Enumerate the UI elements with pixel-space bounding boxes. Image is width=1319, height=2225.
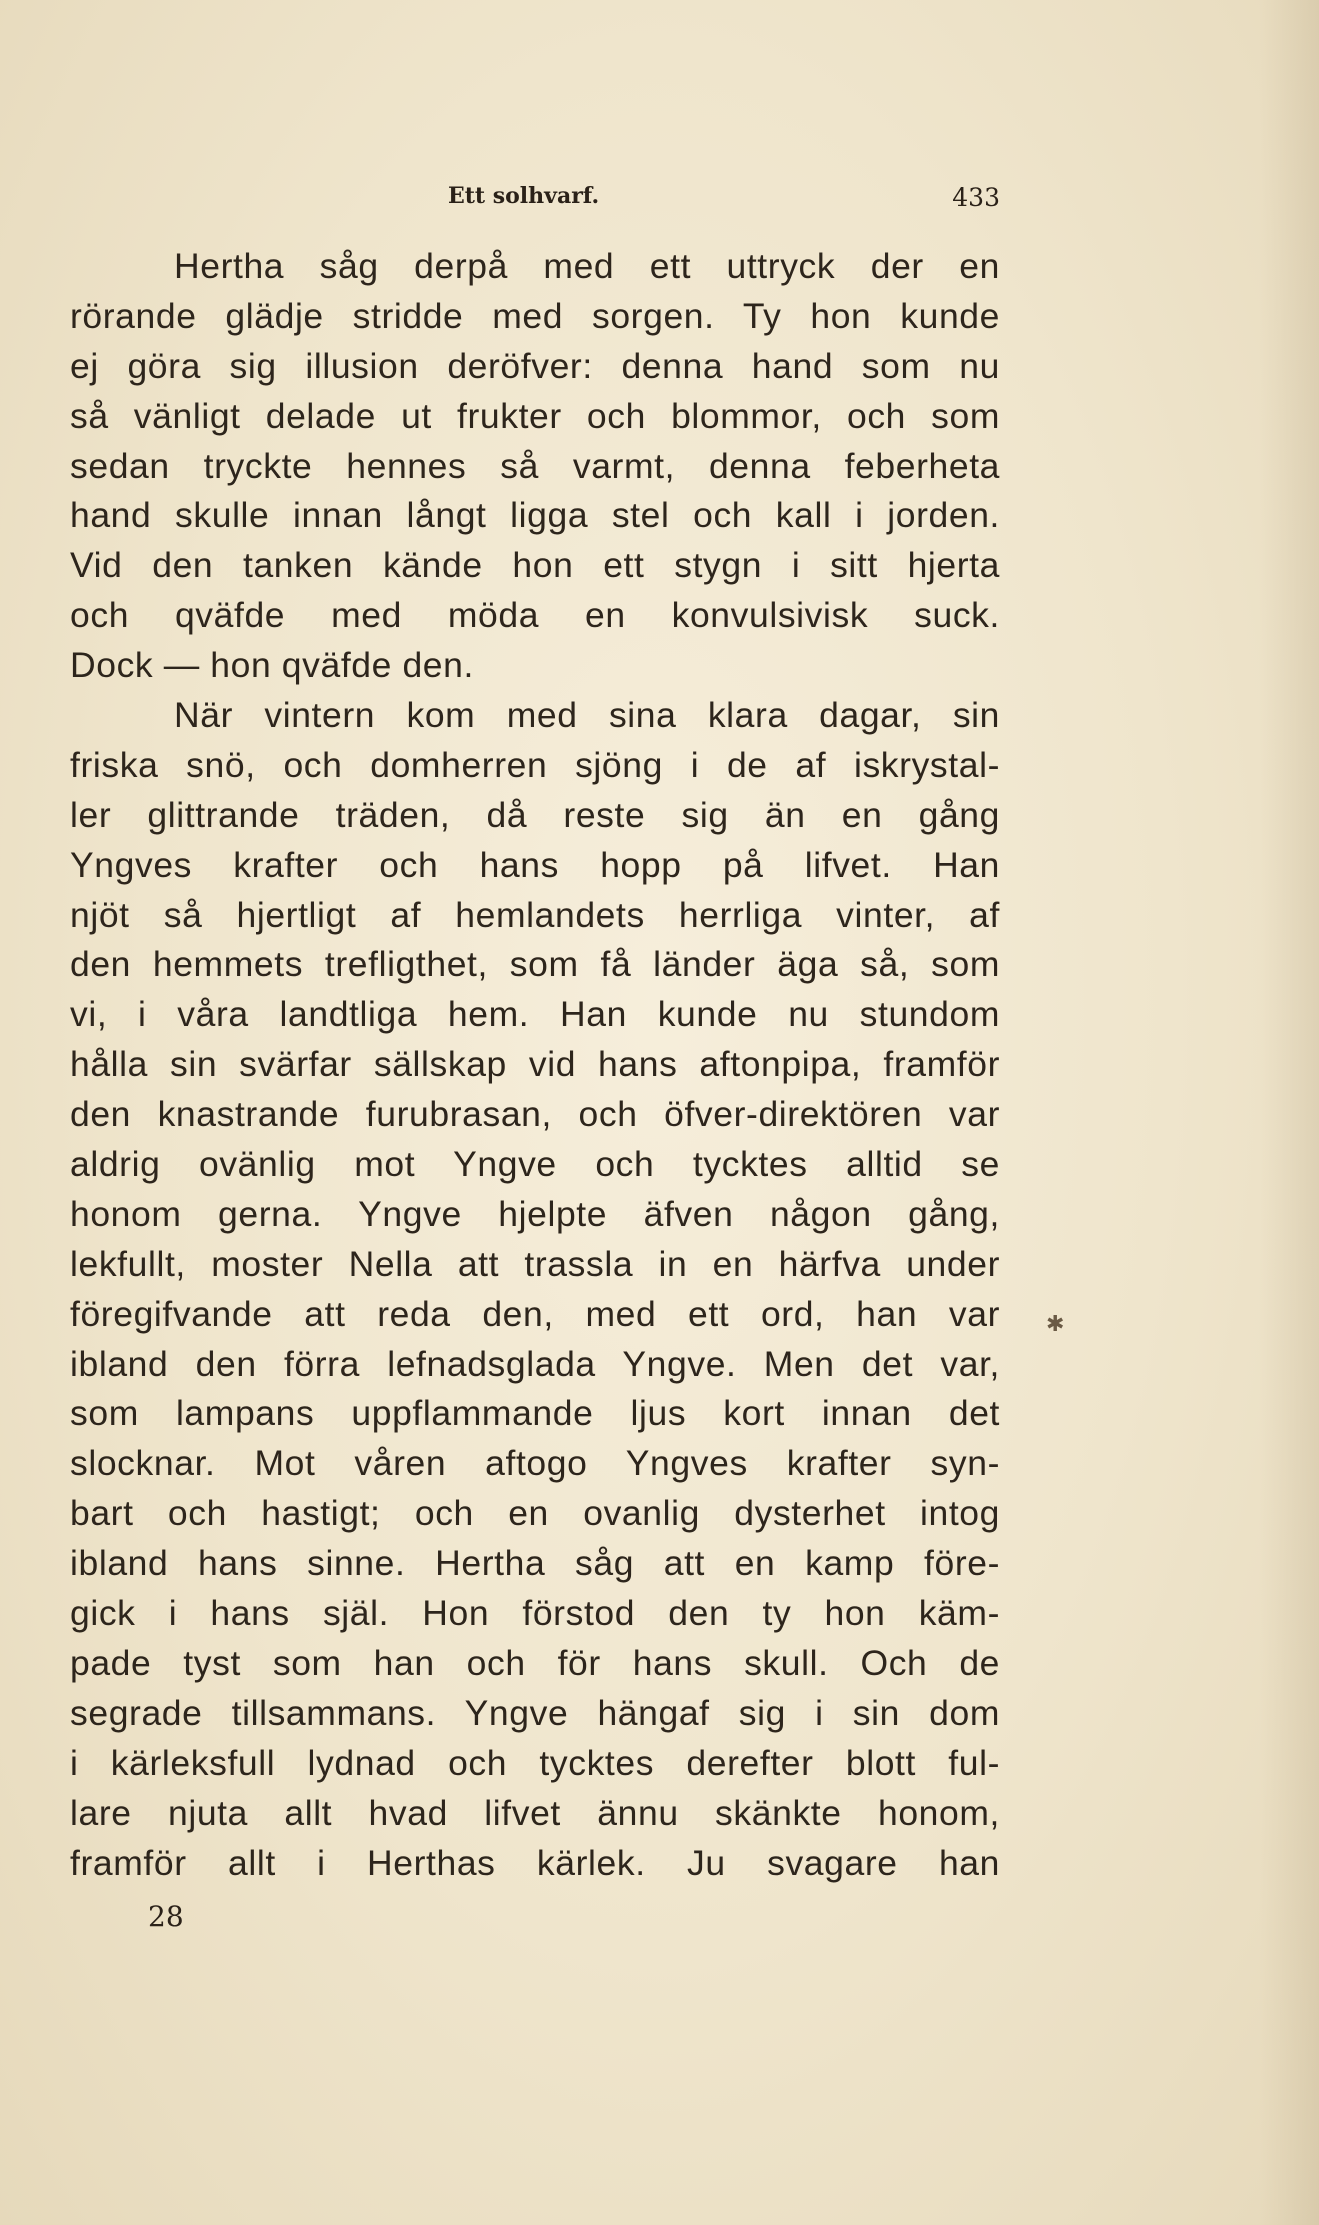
text-line: gick i hans själ. Hon förstod den ty hon käm- [70,1593,1000,1634]
text-line: i kärleksfull lydnad och tycktes derefter blott ful- [70,1742,1000,1783]
running-title: Ett solhvarf. [448,183,600,209]
page-number: 433 [952,183,1000,212]
signature-mark: 28 [148,1900,184,1933]
printer-mark-icon: ✱ [1046,1312,1065,1337]
text-line: När vintern kom med sina klara dagar, sin [174,695,1000,736]
running-header [448,183,1000,223]
text-line: hålla sin svärfar sällskap vid hans aftonpipa, framför [70,1044,1000,1085]
text-line: och qväfde med möda en konvulsivisk suck. [70,595,1000,636]
text-line: njöt så hjertligt af hemlandets herrliga vinter, af [70,894,1000,935]
text-line: föregifvande att reda den, med ett ord, han var [70,1293,1000,1334]
text-line: som lampans uppflammande ljus kort innan det [70,1393,1000,1434]
text-line: Dock — hon qväfde den. [70,645,474,686]
text-line: den knastrande furubrasan, och öfver-direktören var [70,1094,1000,1135]
text-line: ibland hans sinne. Hertha såg att en kamp före- [70,1543,1000,1584]
text-line: sedan tryckte hennes så varmt, denna feberheta [70,445,1000,486]
text-line: Hertha såg derpå med ett uttryck der en [174,246,1000,286]
text-line: Vid den tanken kände hon ett stygn i sitt hjerta [70,545,1000,586]
text-line: den hemmets trefligthet, som få länder äga så, som [70,944,1000,985]
text-line: ej göra sig illusion deröfver: denna hand som nu [70,345,1000,386]
text-line: Yngves krafter och hans hopp på lifvet. Han [70,844,1000,885]
text-line: framför allt i Herthas kärlek. Ju svagare han [70,1842,1000,1883]
text-line: lekfullt, moster Nella att trassla in en härfva under [70,1243,1000,1284]
page-edge-shadow [1259,0,1319,2225]
text-line: ibland den förra lefnadsglada Yngve. Men det var, [70,1343,1000,1384]
text-line: rörande glädje stridde med sorgen. Ty hon kunde [70,295,1000,336]
text-line: aldrig ovänlig mot Yngve och tycktes alltid se [70,1144,1000,1185]
text-line: ler glittrande träden, då reste sig än en gång [70,794,1000,835]
text-line: slocknar. Mot våren aftogo Yngves krafter syn- [70,1443,1000,1484]
text-line: friska snö, och domherren sjöng i de af iskrystal- [70,744,1000,785]
text-line: pade tyst som han och för hans skull. Och de [70,1642,1000,1683]
text-line: bart och hastigt; och en ovanlig dysterhet intog [70,1493,1000,1534]
text-line: hand skulle innan långt ligga stel och kall i jorden. [70,495,1000,536]
text-line: vi, i våra landtliga hem. Han kunde nu stundom [70,994,1000,1035]
text-line: så vänligt delade ut frukter och blommor, och som [70,395,1000,436]
body-text [70,242,1000,1888]
text-line: segrade tillsammans. Yngve hängaf sig i sin dom [70,1692,1000,1733]
text-line: lare njuta allt hvad lifvet ännu skänkte honom, [70,1792,1000,1833]
text-line: honom gerna. Yngve hjelpte äfven någon gång, [70,1193,1000,1234]
